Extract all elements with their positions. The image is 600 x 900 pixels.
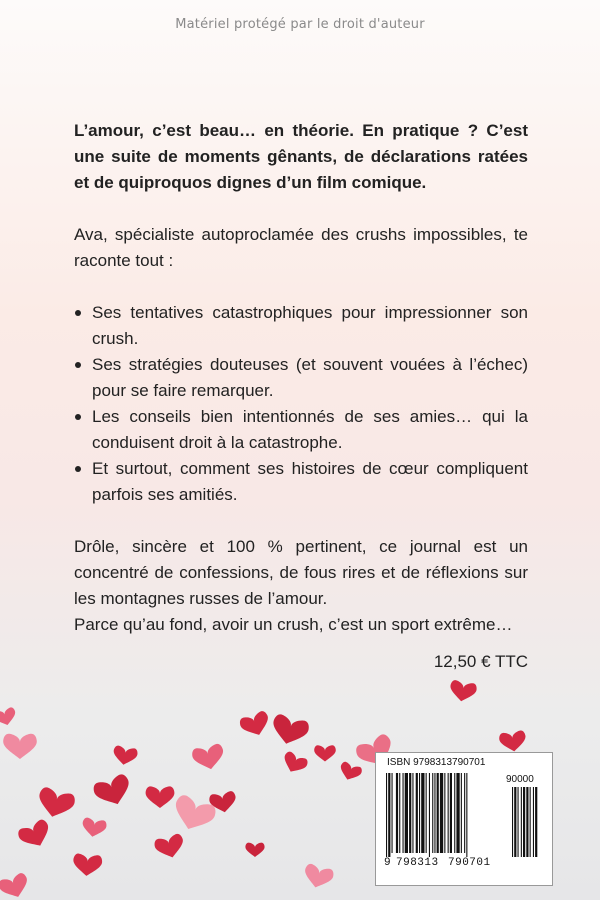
heart-icon: [92, 773, 135, 811]
summary-paragraph: Ava, spécialiste autoproclamée des crushs impossibles, te raconte tout :: [74, 225, 528, 270]
heart-icon: [0, 707, 18, 728]
heart-icon: [314, 745, 336, 761]
heart-icon: [35, 786, 77, 821]
heart-icon: [153, 833, 186, 861]
heart-icon: [16, 818, 54, 852]
heart-icon: [245, 843, 264, 857]
heart-icon: [301, 863, 334, 891]
barcode-digit-first: 9: [384, 857, 392, 869]
heart-icon: [146, 786, 175, 808]
heart-icon: [112, 745, 139, 767]
bullet-item: Ses stratégies douteuses (et souvent vouées à l’échec) pour se faire remarquer.: [74, 352, 528, 404]
heart-icon: [81, 817, 108, 839]
intro-paragraph: L’amour, c’est beau… en théorie. En pratique ? C’est une suite de moments gênants, de déclarations ratées et de quiproquos dignes d’un film comique.: [74, 121, 528, 192]
closing-paragraph: Drôle, sincère et 100 % pertinent, ce journal est un concentré de confessions, de fous rires et de réflexions sur les montagnes russes de l’amour.: [74, 537, 528, 608]
copyright-watermark-top: Matériel protégé par le droit d'auteur: [175, 17, 425, 32]
heart-icon: [498, 730, 527, 753]
barcode-digits-right: 790701: [448, 857, 491, 869]
heart-icon: [3, 734, 37, 759]
isbn-label: ISBN 9798313790701: [387, 757, 486, 768]
barcode-box: [375, 752, 553, 886]
heart-icon: [191, 743, 226, 772]
barcode-price-code: 90000: [506, 774, 534, 785]
heart-icon: [72, 853, 103, 877]
bullet-item: Ses tentatives catastrophiques pour impressionner son crush.: [74, 300, 528, 352]
heart-icon: [0, 872, 32, 900]
heart-icon: [280, 750, 309, 776]
tagline-paragraph: Parce qu’au fond, avoir un crush, c’est un sport extrême…: [74, 615, 513, 634]
bullet-item: Et surtout, comment ses histoires de cœur compliquent parfois ses amitiés.: [74, 456, 528, 508]
bullet-item: Les conseils bien intentionnés de ses amies… qui la conduisent droit à la catastrophe.: [74, 404, 528, 456]
barcode-digits-left: 798313: [396, 857, 439, 869]
barcode-number: [384, 857, 504, 871]
heart-icon: [337, 761, 363, 784]
heart-icon: [269, 713, 311, 748]
heart-icon: [448, 679, 477, 703]
barcode-icon: [384, 773, 544, 857]
heart-icon: [238, 710, 272, 740]
price-label: 12,50 € TTC: [433, 652, 528, 671]
